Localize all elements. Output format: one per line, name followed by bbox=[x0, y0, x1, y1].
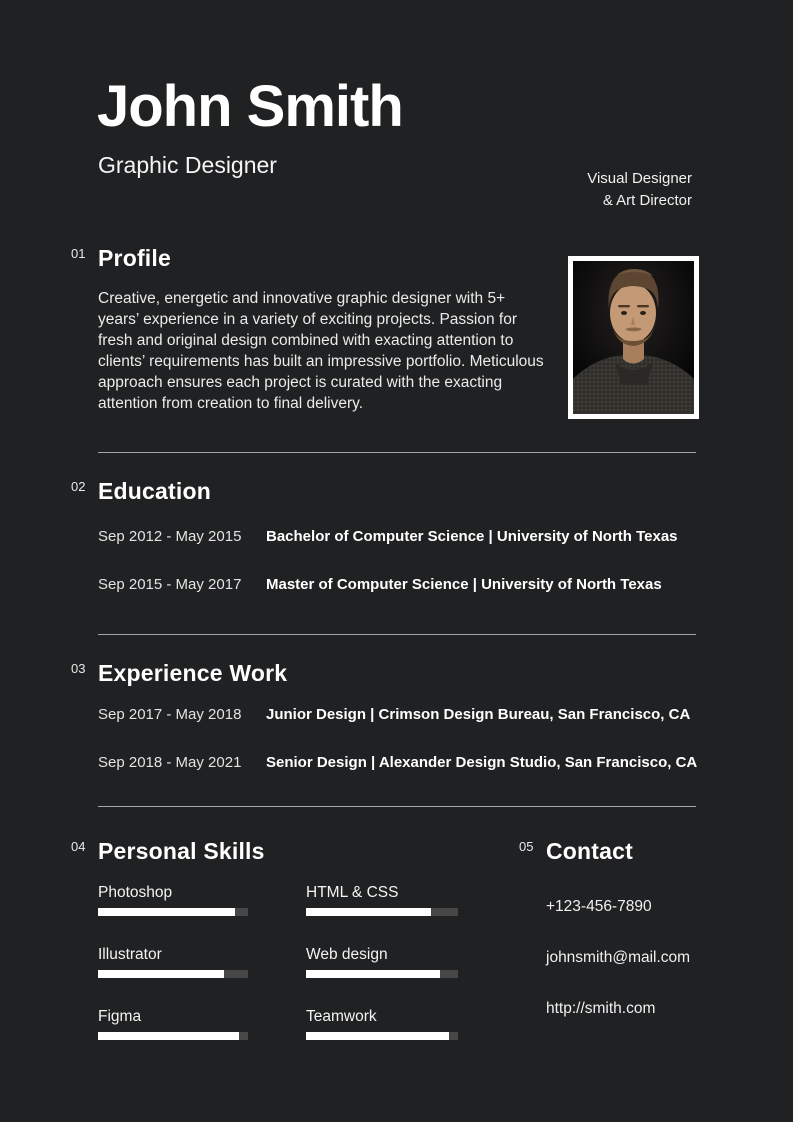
skill-bar bbox=[306, 1032, 458, 1040]
skill-label: Figma bbox=[98, 1008, 142, 1025]
section-experience-heading bbox=[71, 660, 288, 687]
section-number: 03 bbox=[71, 661, 86, 676]
skill-item bbox=[306, 946, 458, 978]
contact-item: +123-456-7890 bbox=[546, 898, 652, 915]
timeline-detail: Bachelor of Computer Science | University of North Texas bbox=[266, 528, 678, 545]
tagline-line2: & Art Director bbox=[602, 191, 692, 209]
person-title: Graphic Designer bbox=[98, 152, 277, 178]
skill-bar bbox=[306, 970, 458, 978]
timeline-row bbox=[98, 706, 698, 723]
section-title: Education bbox=[98, 478, 211, 504]
skill-bar-fill bbox=[306, 908, 431, 916]
skill-bar bbox=[98, 908, 248, 916]
tagline-line1: Visual Designer bbox=[587, 170, 692, 187]
skill-label: Teamwork bbox=[306, 1008, 377, 1025]
skill-item bbox=[98, 884, 248, 916]
timeline-dates: Sep 2017 - May 2018 bbox=[98, 706, 242, 723]
divider bbox=[98, 634, 696, 635]
skill-item bbox=[98, 946, 248, 978]
skill-bar-fill bbox=[306, 970, 440, 978]
section-number: 02 bbox=[71, 479, 86, 494]
profile-photo bbox=[568, 256, 699, 419]
education-list bbox=[98, 528, 698, 624]
section-education-heading bbox=[71, 478, 211, 505]
section-number: 01 bbox=[71, 246, 86, 261]
timeline-row bbox=[98, 528, 698, 545]
skill-bar bbox=[306, 908, 458, 916]
contact-item: http://smith.com bbox=[546, 1000, 656, 1017]
section-skills-heading bbox=[71, 838, 265, 865]
skill-label: Web design bbox=[306, 946, 388, 963]
skill-label: Photoshop bbox=[98, 884, 173, 901]
skill-bar-fill bbox=[98, 1032, 239, 1040]
divider bbox=[98, 452, 696, 453]
tagline bbox=[587, 168, 692, 211]
skill-bar bbox=[98, 1032, 248, 1040]
section-contact-heading bbox=[519, 838, 634, 865]
skill-bar bbox=[98, 970, 248, 978]
skill-item bbox=[306, 1008, 458, 1040]
timeline-dates: Sep 2015 - May 2017 bbox=[98, 576, 242, 593]
section-number: 04 bbox=[71, 839, 86, 854]
section-title: Contact bbox=[546, 838, 634, 864]
skills-column-right bbox=[306, 884, 458, 1070]
skill-item bbox=[306, 884, 458, 916]
experience-list bbox=[98, 706, 698, 802]
portrait-illustration bbox=[573, 261, 694, 414]
skill-bar-fill bbox=[98, 970, 224, 978]
divider bbox=[98, 806, 696, 807]
timeline-row bbox=[98, 754, 698, 771]
skill-label: Illustrator bbox=[98, 946, 162, 963]
section-title: Profile bbox=[98, 245, 171, 271]
contact-item: johnsmith@mail.com bbox=[546, 949, 691, 966]
timeline-row bbox=[98, 576, 698, 593]
contact-list bbox=[546, 898, 690, 1051]
timeline-detail: Master of Computer Science | University of North Texas bbox=[266, 576, 662, 593]
section-profile-heading bbox=[71, 245, 171, 272]
timeline-detail: Junior Design | Crimson Design Bureau, San Francisco, CA bbox=[266, 706, 691, 723]
skill-label: HTML & CSS bbox=[306, 884, 399, 901]
timeline-dates: Sep 2018 - May 2021 bbox=[98, 754, 242, 771]
person-name: John Smith bbox=[97, 74, 403, 139]
section-number: 05 bbox=[519, 839, 534, 854]
section-title: Experience Work bbox=[98, 660, 288, 686]
skill-item bbox=[98, 1008, 248, 1040]
timeline-detail: Senior Design | Alexander Design Studio, San Francisco, CA bbox=[266, 754, 698, 771]
profile-text: Creative, energetic and innovative graphic designer with 5+ years’ experience in a variety of exciting projects. Passion for fresh and original design combined with exacting attention to clients’ requirements has built an impressive portfolio. Meticulous approach ensures each project is curated with the exacting attention from creation to final delivery. bbox=[98, 290, 544, 412]
skills-column-left bbox=[98, 884, 248, 1070]
section-title: Personal Skills bbox=[98, 838, 265, 864]
skill-bar-fill bbox=[98, 908, 235, 916]
timeline-dates: Sep 2012 - May 2015 bbox=[98, 528, 242, 545]
skill-bar-fill bbox=[306, 1032, 449, 1040]
